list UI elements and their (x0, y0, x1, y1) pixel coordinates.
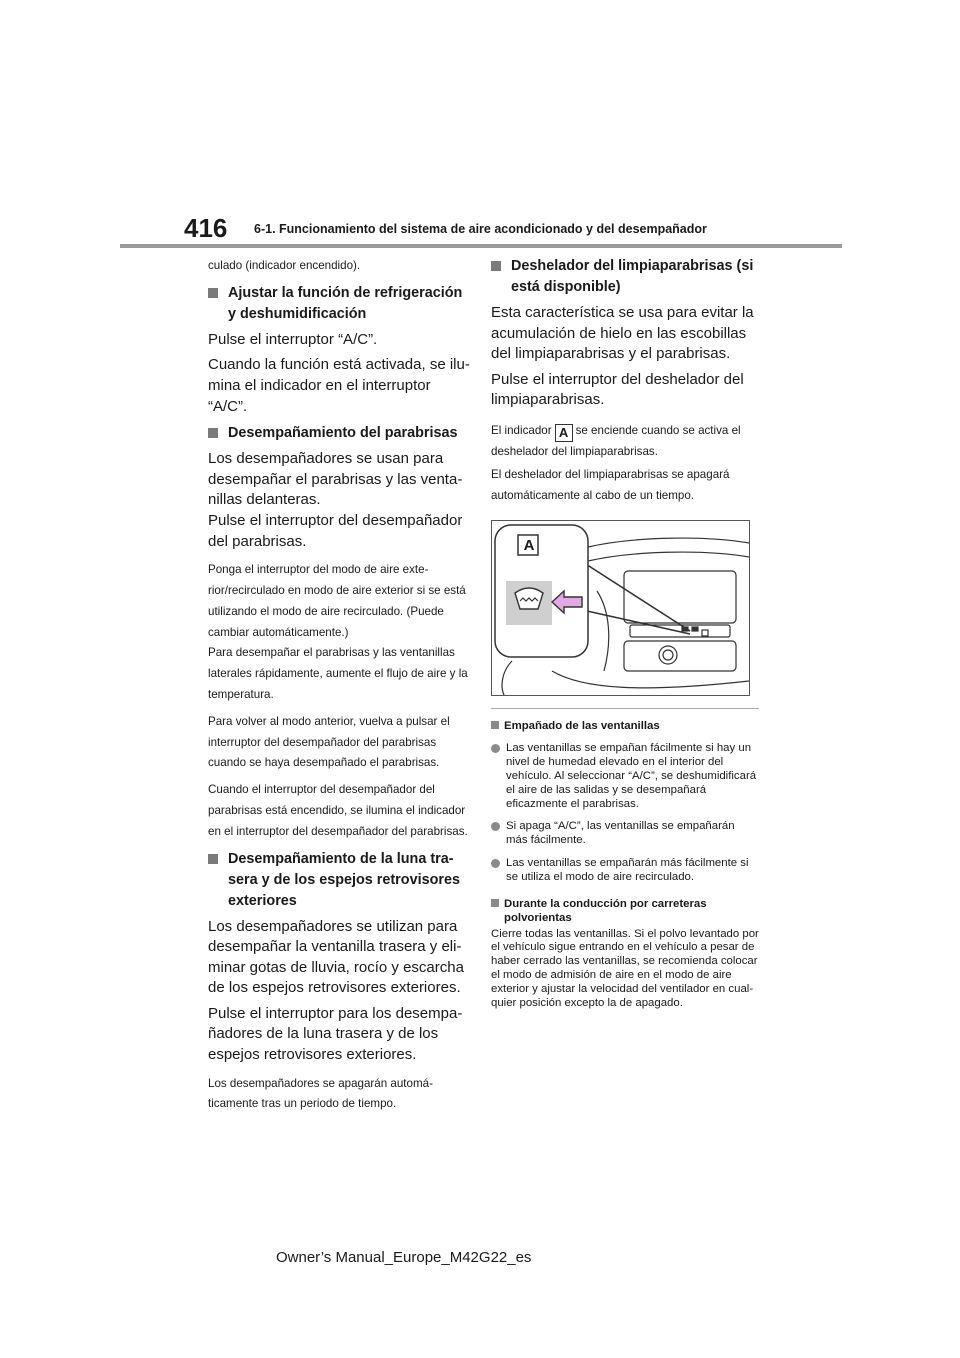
square-bullet-icon (491, 721, 499, 729)
paragraph: Los desempañadores se usan para desempañar el parabrisas y las ventanillas delanteras. (208, 450, 463, 509)
note-text: El indicador A se enciende cuando se activa el deshelador del limpiaparabrisas. (491, 423, 741, 458)
note-text: Ponga el interruptor del modo de aire exterior/recirculado en modo de aire exterior si se está utilizando el modo de aire recirculado. (Puede cambiar automáticamente.) (208, 563, 466, 639)
section-title: 6-1. Funcionamiento del sistema de aire acondicionado y del desempañador (254, 222, 707, 236)
note-body: Cierre todas las ventanillas. Si el polvo levantado por el vehículo sigue entrando en el vehículo a pesar de haber cerrado las ventanillas, se recomienda colocar el modo de admisión de aire en el modo de aire exterior y ajustar la velocidad del ventilador en cualquier posición excepto la de apagado. (491, 927, 759, 1009)
intro-text: culado (indicador encendido). (208, 259, 361, 272)
paragraph: Pulse el interruptor “A/C”. (208, 330, 378, 348)
heading-wiper: Deshelador del limpiaparabrisas (si está disponible) (491, 256, 759, 298)
note-text: Los desempañadores se apagarán automáticamente tras un periodo de tiempo. (208, 1076, 433, 1111)
square-bullet-icon (208, 428, 218, 438)
list-item: Las ventanillas se empañarán más fácilmente si se utiliza el modo de aire recirculado. (491, 857, 759, 885)
square-bullet-icon (208, 288, 218, 298)
list-item: Si apaga “A/C”, las ventanillas se empañarán más fácilmente. (491, 820, 759, 848)
dashboard-illustration (491, 520, 750, 696)
heading-rear: Desempañamiento de la luna trasera y de los espejos retrovisores exteriores (208, 849, 470, 912)
page-number: 416 (184, 213, 228, 243)
note-text: Para volver al modo anterior, vuelva a pulsar el interruptor del desempañador del parabrisas cuando se haya desempañado el parabrisas. (208, 714, 450, 770)
list-item: Las ventanillas se empañan fácilmente si hay un nivel de humedad elevado en el interior del vehículo. Al seleccionar “A/C”, se deshumidificará el aire de las salidas y se desempañará eficazmente el parabrisas. (491, 742, 759, 811)
paragraph: Esta característica se usa para evitar la acumulación de hielo en las escobillas del limpiaparabrisas y el parabrisas. (491, 304, 754, 363)
indicator-a-label: A (555, 424, 573, 442)
paragraph: Pulse el interruptor para los desempañadores de la luna trasera y de los espejos retrovisores exteriores. (208, 1004, 463, 1064)
paragraph: Pulse el interruptor del desempañador del parabrisas. (208, 511, 463, 550)
paragraph: Cuando la función está activada, se ilumina el indicador en el interruptor “A/C”. (208, 356, 470, 415)
paragraph: Pulse el interruptor del deshelador del limpiaparabrisas. (491, 370, 744, 409)
paragraph: Los desempañadores se utilizan para desempañar la ventanilla trasera y eliminar gotas de lluvia, rocío y escarcha de los espejos retrovisores exteriores. (208, 917, 464, 997)
footer-document-id: Owner’s Manual_Europe_M42G22_es (276, 1249, 532, 1266)
square-bullet-icon (491, 261, 501, 271)
note-text: Cuando el interruptor del desempañador del parabrisas está encendido, se ilumina el indicador en el interruptor del desempañador del parabrisas. (208, 783, 468, 838)
callout-a-label: A (523, 537, 535, 555)
square-bullet-icon (491, 899, 499, 907)
square-bullet-icon (208, 854, 218, 864)
right-column (491, 256, 759, 1010)
heading-dust-note: Durante la conducción por carreteras polvorientas (491, 897, 759, 925)
left-column (208, 256, 470, 1121)
header-rule (120, 244, 842, 248)
note-text: Para desempañar el parabrisas y las ventanillas laterales rápidamente, aumente el flujo de aire y la temperatura. (208, 646, 468, 701)
divider (491, 708, 759, 709)
circle-bullet-icon (491, 822, 500, 831)
heading-windshield: Desempañamiento del parabrisas (208, 423, 470, 444)
circle-bullet-icon (491, 744, 500, 753)
heading-fog-note: Empañado de las ventanillas (491, 719, 759, 733)
circle-bullet-icon (491, 859, 500, 868)
note-text: El deshelador del limpiaparabrisas se apagará automáticamente al cabo de un tiempo. (491, 467, 730, 502)
heading-ac: Ajustar la función de refrigeración y deshumidificación (208, 283, 470, 325)
